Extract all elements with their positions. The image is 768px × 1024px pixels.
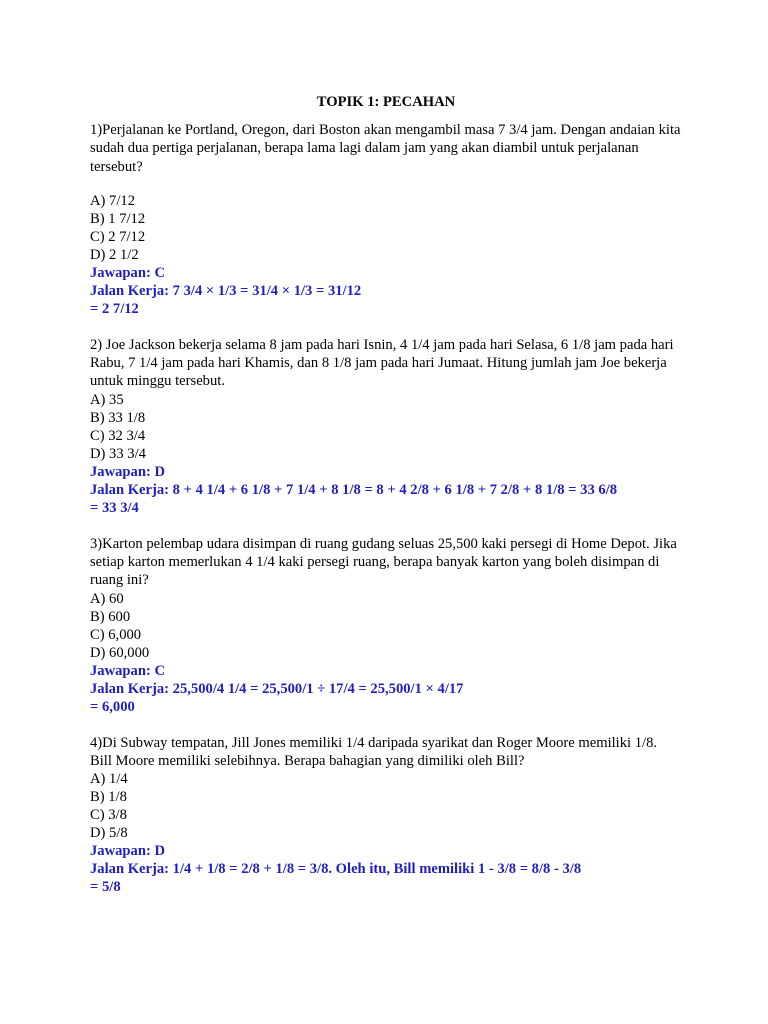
question-2: [90, 336, 682, 517]
question-4-answer: Jawapan: D: [90, 843, 166, 860]
spacer: [90, 176, 682, 192]
question-3-work-line-1: Jalan Kerja: 25,500/4 1/4 = 25,500/1 ÷ 17/4 = 25,500/1 × 4/17: [90, 680, 464, 697]
question-2-text: 2) Joe Jackson bekerja selama 8 jam pada hari Isnin, 4 1/4 jam pada hari Selasa, 6 1/8 jam pada hari Rabu, 7 1/4 jam pada hari Khamis, dan 8 1/8 jam pada hari Jumaat. Hitung jumlah jam Joe bekerja untuk minggu tersebut.: [90, 336, 674, 390]
question-1: [90, 121, 682, 318]
question-1-option-c: C) 2 7/12: [90, 228, 146, 245]
question-4-text: 4)Di Subway tempatan, Jill Jones memiliki 1/4 daripada syarikat dan Roger Moore memiliki 1/8. Bill Moore memiliki selebihnya. Berapa bahagian yang dimiliki oleh Bill?: [90, 734, 658, 769]
question-2-option-d: D) 33 3/4: [90, 445, 146, 462]
spacer: [90, 318, 682, 336]
question-3-option-d: D) 60,000: [90, 644, 150, 661]
question-2-option-a: A) 35: [90, 391, 124, 408]
question-3-answer: Jawapan: C: [90, 662, 166, 679]
question-3-option-a: A) 60: [90, 590, 124, 607]
question-2-work-line-1: Jalan Kerja: 8 + 4 1/4 + 6 1/8 + 7 1/4 + 8 1/8 = 8 + 4 2/8 + 6 1/8 + 7 2/8 + 8 1/8 = 33 6/8: [90, 481, 618, 498]
question-1-work-line-1: Jalan Kerja: 7 3/4 × 1/3 = 31/4 × 1/3 = 31/12: [90, 282, 362, 299]
question-3-option-b: B) 600: [90, 608, 131, 625]
question-1-option-a: A) 7/12: [90, 192, 135, 209]
question-4-option-d: D) 5/8: [90, 825, 128, 842]
question-2-answer: Jawapan: D: [90, 463, 166, 480]
question-1-option-b: B) 1 7/12: [90, 210, 146, 227]
question-1-text: 1)Perjalanan ke Portland, Oregon, dari Boston akan mengambil masa 7 3/4 jam. Dengan andaian kita sudah dua pertiga perjalanan, berapa lama lagi dalam jam yang akan diambil untuk perjalanan tersebut?: [90, 122, 681, 175]
page-title: TOPIK 1: PECAHAN: [316, 94, 456, 110]
question-4-option-c: C) 3/8: [90, 807, 127, 824]
question-3-text: 3)Karton pelembap udara disimpan di ruang gudang seluas 25,500 kaki persegi di Home Depot. Jika setiap karton memerlukan 4 1/4 kaki persegi ruang, berapa banyak karton yang boleh disimpan di ruang ini?: [90, 535, 677, 589]
question-1-work-line-2: = 2 7/12: [90, 300, 139, 317]
question-2-option-b: B) 33 1/8: [90, 409, 146, 426]
document-page: [90, 93, 682, 896]
question-3-work-line-2: = 6,000: [90, 698, 135, 715]
question-4-work-line-1: Jalan Kerja: 1/4 + 1/8 = 2/8 + 1/8 = 3/8. Oleh itu, Bill memiliki 1 - 3/8 = 8/8 - 3/8: [90, 861, 582, 878]
question-4-option-a: A) 1/4: [90, 771, 128, 788]
question-3: [90, 535, 682, 716]
spacer: [90, 517, 682, 535]
question-4: [90, 734, 682, 897]
question-4-option-b: B) 1/8: [90, 789, 127, 806]
spacer: [90, 716, 682, 734]
question-2-work-line-2: = 33 3/4: [90, 499, 139, 516]
question-1-answer: Jawapan: C: [90, 264, 166, 281]
question-4-work-line-2: = 5/8: [90, 879, 121, 896]
question-2-option-c: C) 32 3/4: [90, 427, 146, 444]
question-3-option-c: C) 6,000: [90, 626, 142, 643]
question-1-option-d: D) 2 1/2: [90, 246, 139, 263]
